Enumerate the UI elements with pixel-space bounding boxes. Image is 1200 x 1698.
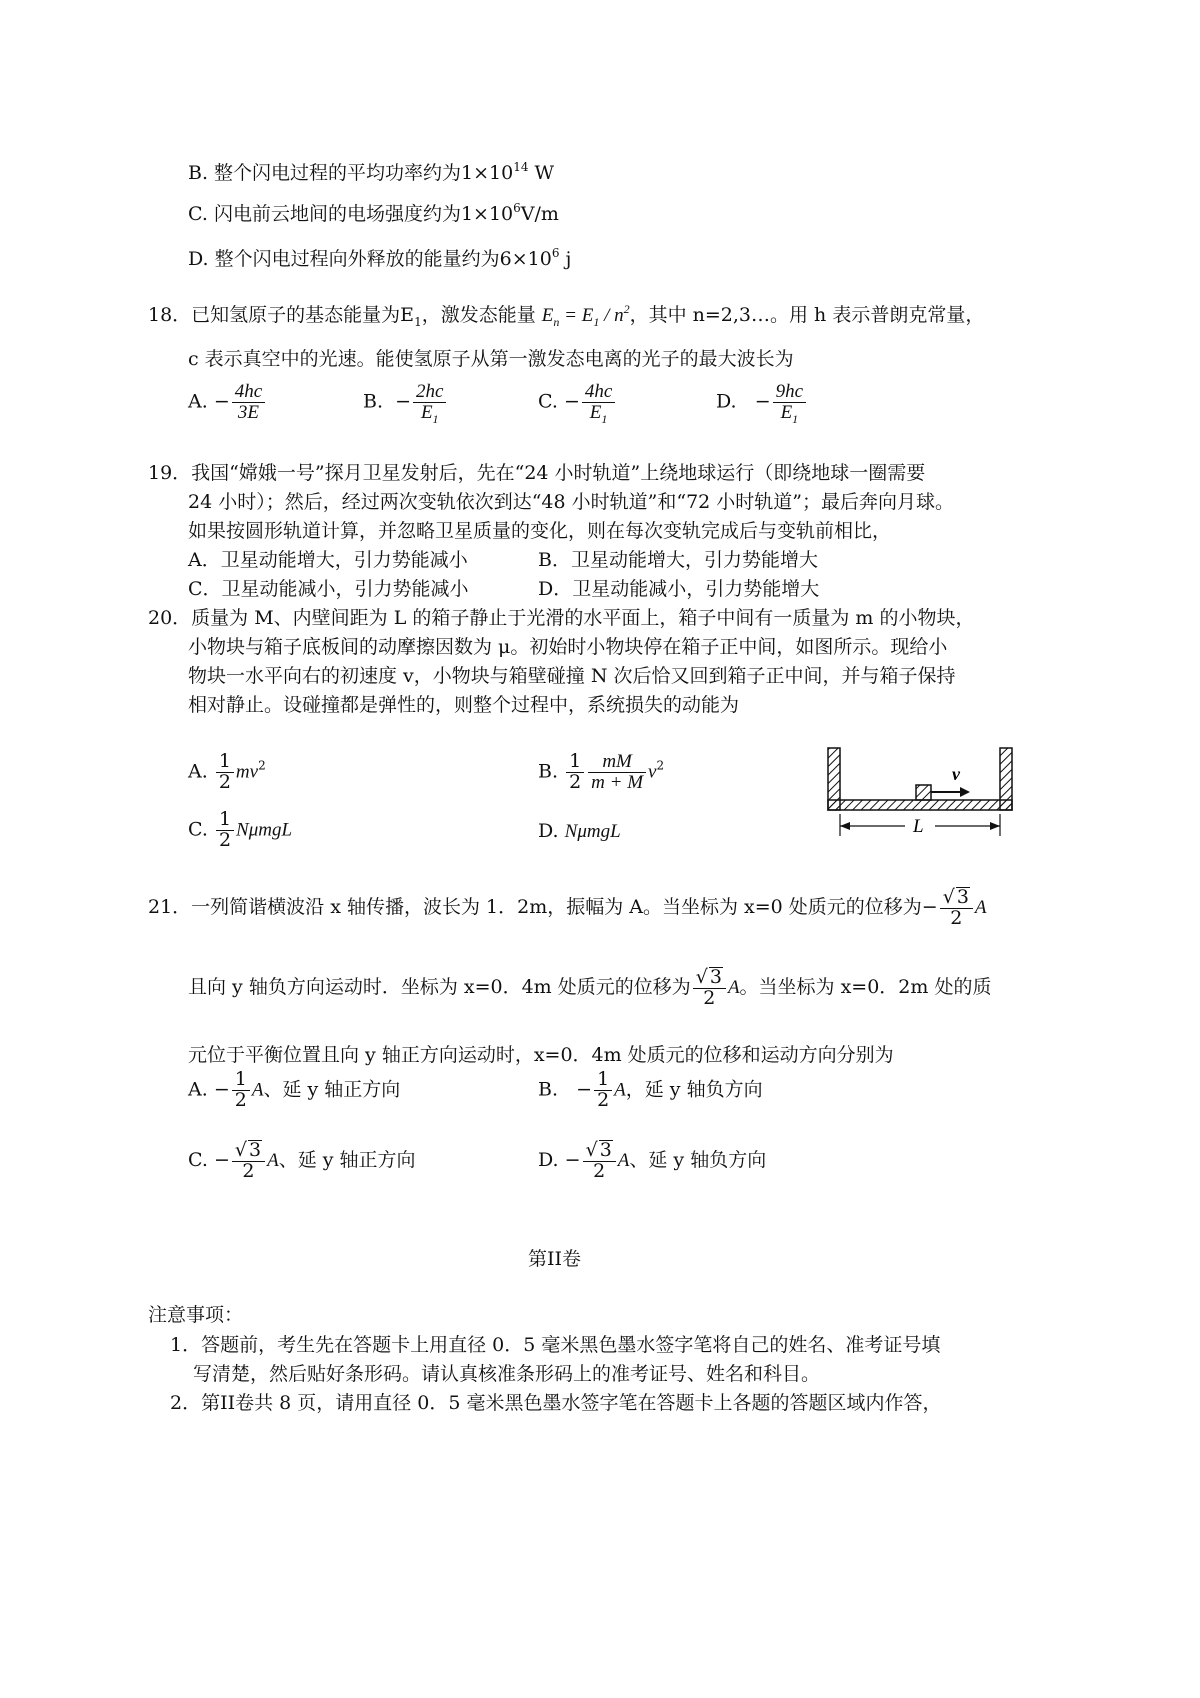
velocity-label: v [952,764,960,784]
q20-stem-line3: 物块一水平向右的初速度 v，小物块与箱壁碰撞 N 次后恰又回到箱子正中间，并与箱子保持 [188,665,956,687]
q21-option-c: C. − $\frac{√ 3}{2}$ A、延 y 轴正方向 [188,1139,416,1182]
q19-stem-line3: 如果按圆形轨道计算，并忽略卫星质量的变化，则在每次变轨完成后与变轨前相比， [188,520,892,542]
box-floor [828,800,1012,810]
dim-arrow-right [990,822,1000,830]
q18-option-b: B. − $\frac{2hc}{E_1}$ [363,382,448,423]
q21-option-b: B. − $\frac{1}{2}$ A，延 y 轴负方向 [538,1068,763,1111]
q20-stem-line2: 小物块与箱子底板间的动摩擦因数为 μ。初始时小物块停在箱子正中间，如图所示。现给小 [188,636,948,658]
notice-heading: 注意事项： [148,1304,244,1326]
notice-item-1-line1: 1．答题前，考生先在答题卡上用直径 0．5 毫米黑色墨水签字笔将自己的姓名、准考证号填 [170,1334,941,1356]
q18-option-a: A. − $\frac{4hc}{3E}$ [188,382,267,423]
q18-option-c: C. − $\frac{4hc}{E_1}$ [538,382,617,423]
dim-arrow-left [840,822,850,830]
q20-stem-line4: 相对静止。设碰撞都是弹性的，则整个过程中，系统损失的动能为 [188,694,740,716]
q19-stem-line2: 24 小时）；然后，经过两次变轨依次到达“48 小时轨道”和“72 小时轨道”；最后奔向月球。 [188,491,955,513]
q20-option-d: D. NμmgL [538,820,621,842]
q19-option-d: D．卫星动能减小，引力势能增大 [538,578,820,600]
q18-stem-line2: c 表示真空中的光速。能使氢原子从第一激发态电离的光子的最大波长为 [188,348,794,370]
q21-stem-line1: 21．一列简谐横波沿 x 轴传播，波长为 1．2m，振幅为 A。当坐标为 x=0 处质元的位移为− $\frac{√ 3}{2}$ A [148,886,987,929]
length-label: L [913,816,924,837]
small-block [916,785,931,800]
q21-stem-line3: 元位于平衡位置且向 y 轴正方向运动时，x=0．4m 处质元的位移和运动方向分别为 [188,1044,894,1066]
q18-option-d: D. − $\frac{9hc}{E_1}$ [716,382,808,423]
q20-option-a: A. $\frac{1}{2}$ $mv^2$ [188,750,266,793]
q20-stem-line1: 20．质量为 M、内壁间距为 L 的箱子静止于光滑的水平面上，箱子中间有一质量为 m 的小物块， [148,607,975,629]
q21-option-d: D. − $\frac{√ 3}{2}$ A、延 y 轴负方向 [538,1139,767,1182]
q19-option-a: A．卫星动能增大，引力势能减小 [188,549,468,571]
q18-energy-formula: $E_n = E_1 / n^2$ [541,302,630,329]
q21-option-a: A. − $\frac{1}{2}$ A、延 y 轴正方向 [188,1068,401,1111]
q20-option-c: C. $\frac{1}{2}$ NμmgL [188,808,293,851]
q20-option-b: B. $\frac{1}{2}$ $\frac{mM}{m + M}$ $v^2$ [538,750,665,793]
part2-title: 第II卷 [528,1248,582,1270]
q17-option-c: C. 闪电前云地间的电场强度约为$1\times 10^6V/m$ [188,201,559,225]
q21-stem-line2: 且向 y 轴负方向运动时．坐标为 x=0．4m 处质元的位移为 $\frac{√ 3}{2}$ A。当坐标为 x=0．2m 处的质 [188,966,992,1009]
box-block-figure [820,740,1020,840]
notice-item-1-line2: 写清楚，然后贴好条形码。请认真核准条形码上的准考证号、姓名和科目。 [193,1363,821,1385]
notice-item-2: 2．第II卷共 8 页，请用直径 0．5 毫米黑色墨水签字笔在答题卡上各题的答题区域内作答， [170,1392,942,1414]
q17-option-d: D. 整个闪电过程向外释放的能量约为$6\times 10^6$ j [188,246,572,270]
velocity-arrow-head [960,787,970,797]
q19-stem-line1: 19．我国“嫦娥一号”探月卫星发射后，先在“24 小时轨道”上绕地球运行（即绕地球一圈需要 [148,462,926,484]
q19-option-c: C．卫星动能减小，引力势能减小 [188,578,469,600]
q17-option-b: B. 整个闪电过程的平均功率约为$1\times 10^{14}$ W [188,160,555,184]
q19-option-b: B．卫星动能增大，引力势能增大 [538,549,818,571]
q18-stem-line1: 18．已知氢原子的基态能量为$E_1$，激发态能量 $E_n = E_1 / n^2$，其中 n=2,3…。用 h 表示普朗克常量， [148,302,985,329]
